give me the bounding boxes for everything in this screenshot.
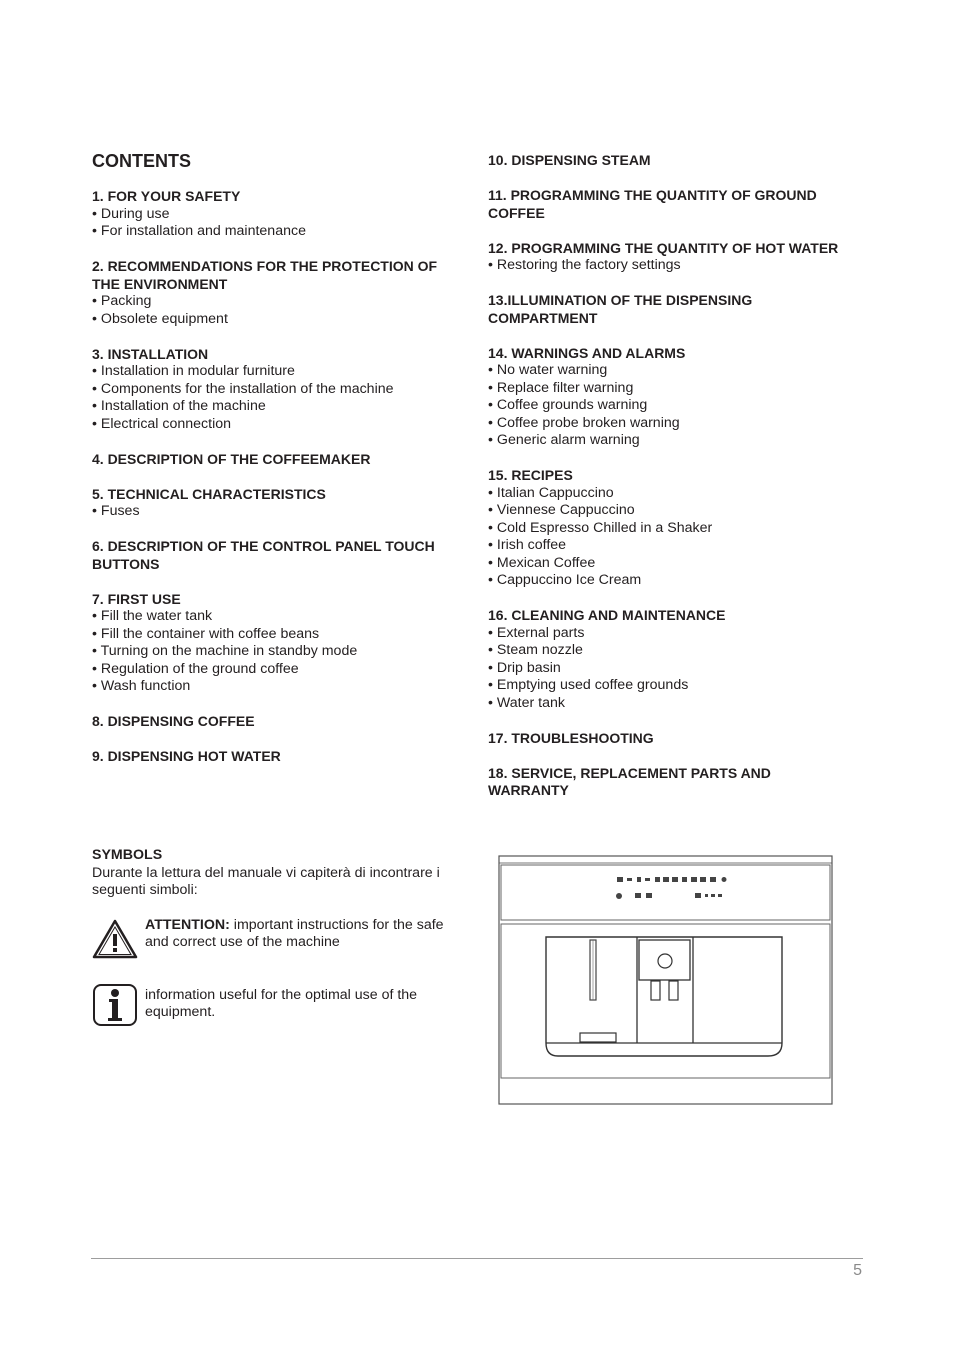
attention-symbol-row bbox=[92, 917, 462, 952]
toc-section bbox=[488, 765, 863, 800]
toc-section bbox=[92, 713, 462, 731]
toc-section-heading: 1. FOR YOUR SAFETY bbox=[92, 188, 241, 204]
toc-section-heading: COMPARTMENT bbox=[488, 309, 598, 326]
toc-section-item: • Steam nozzle bbox=[488, 642, 583, 658]
contents-title: CONTENTS bbox=[92, 151, 191, 171]
toc-section bbox=[92, 591, 462, 696]
toc-section-item: • Emptying used coffee grounds bbox=[488, 677, 689, 693]
toc-section-heading: 8. DISPENSING COFFEE bbox=[92, 713, 255, 729]
toc-section-item: • Packing bbox=[92, 293, 152, 309]
toc-section bbox=[488, 345, 863, 450]
info-text-2: equipment. bbox=[145, 1004, 216, 1020]
toc-section bbox=[92, 451, 462, 469]
toc-section bbox=[488, 240, 863, 275]
toc-section-item: • Restoring the factory settings bbox=[488, 257, 681, 273]
toc-section-item: • Replace filter warning bbox=[488, 379, 634, 396]
toc-section bbox=[92, 538, 462, 573]
symbols-intro-line-2: seguenti simboli: bbox=[92, 882, 198, 898]
toc-section bbox=[488, 292, 863, 327]
toc-section-item: • Cappuccino Ice Cream bbox=[488, 572, 642, 588]
toc-section-heading: 15. RECIPES bbox=[488, 467, 573, 483]
toc-section-heading: 5. TECHNICAL CHARACTERISTICS bbox=[92, 485, 326, 502]
toc-section-item: • Obsolete equipment bbox=[92, 310, 228, 327]
information-symbol-row bbox=[92, 987, 462, 1022]
toc-section-item: • Regulation of the ground coffee bbox=[92, 660, 299, 677]
toc-section-item: • During use bbox=[92, 205, 170, 222]
toc-section-heading: 14. WARNINGS AND ALARMS bbox=[488, 344, 686, 361]
toc-section-item: • Fill the container with coffee beans bbox=[92, 625, 320, 642]
toc-section-item: • Wash function bbox=[92, 678, 191, 694]
toc-section-heading: 13.ILLUMINATION OF THE DISPENSING bbox=[488, 292, 753, 308]
toc-section-item: • No water warning bbox=[488, 362, 608, 378]
toc-section-heading: 9. DISPENSING HOT WATER bbox=[92, 748, 281, 764]
info-text-1: information useful for the optimal use of the bbox=[145, 986, 418, 1003]
toc-section bbox=[488, 187, 863, 222]
toc-section-heading: 16. CLEANING AND MAINTENANCE bbox=[488, 607, 726, 623]
toc-section-item: • Water tank bbox=[488, 694, 565, 711]
toc-section-heading: 6. DESCRIPTION OF THE CONTROL PANEL TOUCH bbox=[92, 538, 435, 554]
toc-section-item: • External parts bbox=[488, 624, 585, 641]
toc-section bbox=[92, 346, 462, 434]
toc-section-item: • Fuses bbox=[92, 503, 140, 519]
toc-section-heading: BUTTONS bbox=[92, 555, 160, 572]
right-section-list bbox=[488, 152, 863, 800]
information-icon bbox=[92, 983, 138, 1033]
toc-section bbox=[92, 748, 462, 766]
page-number: 5 bbox=[853, 1262, 862, 1279]
toc-section bbox=[488, 730, 863, 748]
toc-section-heading: 3. INSTALLATION bbox=[92, 345, 209, 362]
toc-section-item: • Coffee probe broken warning bbox=[488, 414, 680, 431]
toc-section-item: • Coffee grounds warning bbox=[488, 397, 648, 413]
toc-section-item: • Italian Cappuccino bbox=[488, 484, 614, 501]
toc-section-item: • Turning on the machine in standby mode bbox=[92, 643, 358, 659]
left-section-list bbox=[92, 188, 462, 766]
toc-section bbox=[488, 467, 863, 590]
symbols-intro-line-1: Durante la lettura del manuale vi capiterà di incontrare i bbox=[92, 864, 440, 881]
toc-section-item: • Fill the water tank bbox=[92, 608, 213, 624]
toc-section-item: • Viennese Cappuccino bbox=[488, 502, 635, 518]
toc-section-item: • For installation and maintenance bbox=[92, 223, 306, 239]
contents-left-column bbox=[92, 150, 462, 783]
toc-section-item: • Drip basin bbox=[488, 659, 561, 676]
toc-section-heading: 2. RECOMMENDATIONS FOR THE PROTECTION OF bbox=[92, 258, 438, 274]
toc-section-heading: 7. FIRST USE bbox=[92, 590, 181, 607]
toc-section-item: • Generic alarm warning bbox=[488, 432, 640, 448]
symbols-title: SYMBOLS bbox=[92, 847, 163, 863]
toc-section bbox=[92, 486, 462, 521]
toc-section bbox=[488, 152, 863, 170]
attention-text-1: important instructions for the safe bbox=[229, 916, 444, 933]
toc-section-heading: 12. PROGRAMMING THE QUANTITY OF HOT WATER bbox=[488, 239, 839, 256]
toc-section-heading: COFFEE bbox=[488, 204, 545, 221]
toc-section-item: • Installation of the machine bbox=[92, 398, 266, 414]
toc-section-item: • Installation in modular furniture bbox=[92, 363, 295, 379]
toc-section bbox=[92, 258, 462, 328]
toc-section-heading: WARRANTY bbox=[488, 782, 569, 798]
toc-section bbox=[488, 607, 863, 712]
attention-label: ATTENTION: bbox=[145, 916, 230, 933]
toc-section-item: • Cold Espresso Chilled in a Shaker bbox=[488, 519, 713, 536]
attention-text-2: and correct use of the machine bbox=[145, 934, 340, 950]
toc-section-item: • Mexican Coffee bbox=[488, 554, 596, 571]
coffee-machine-illustration bbox=[498, 855, 834, 1112]
contents-right-column bbox=[488, 152, 863, 817]
toc-section-item: • Irish coffee bbox=[488, 537, 567, 553]
toc-section-item: • Electrical connection bbox=[92, 415, 232, 432]
toc-section bbox=[92, 188, 462, 241]
toc-section-heading: 4. DESCRIPTION OF THE COFFEEMAKER bbox=[92, 450, 371, 467]
toc-section-heading: THE ENVIRONMENT bbox=[92, 275, 228, 292]
toc-section-heading: 17. TROUBLESHOOTING bbox=[488, 729, 654, 746]
toc-section-item: • Components for the installation of the machine bbox=[92, 380, 394, 397]
toc-section-heading: 18. SERVICE, REPLACEMENT PARTS AND bbox=[488, 764, 771, 781]
toc-section-heading: 11. PROGRAMMING THE QUANTITY OF GROUND bbox=[488, 187, 817, 203]
warning-triangle-icon bbox=[92, 919, 138, 965]
toc-section-heading: 10. DISPENSING STEAM bbox=[488, 152, 651, 168]
footer-rule bbox=[91, 1258, 863, 1259]
symbols-section bbox=[92, 847, 462, 1022]
